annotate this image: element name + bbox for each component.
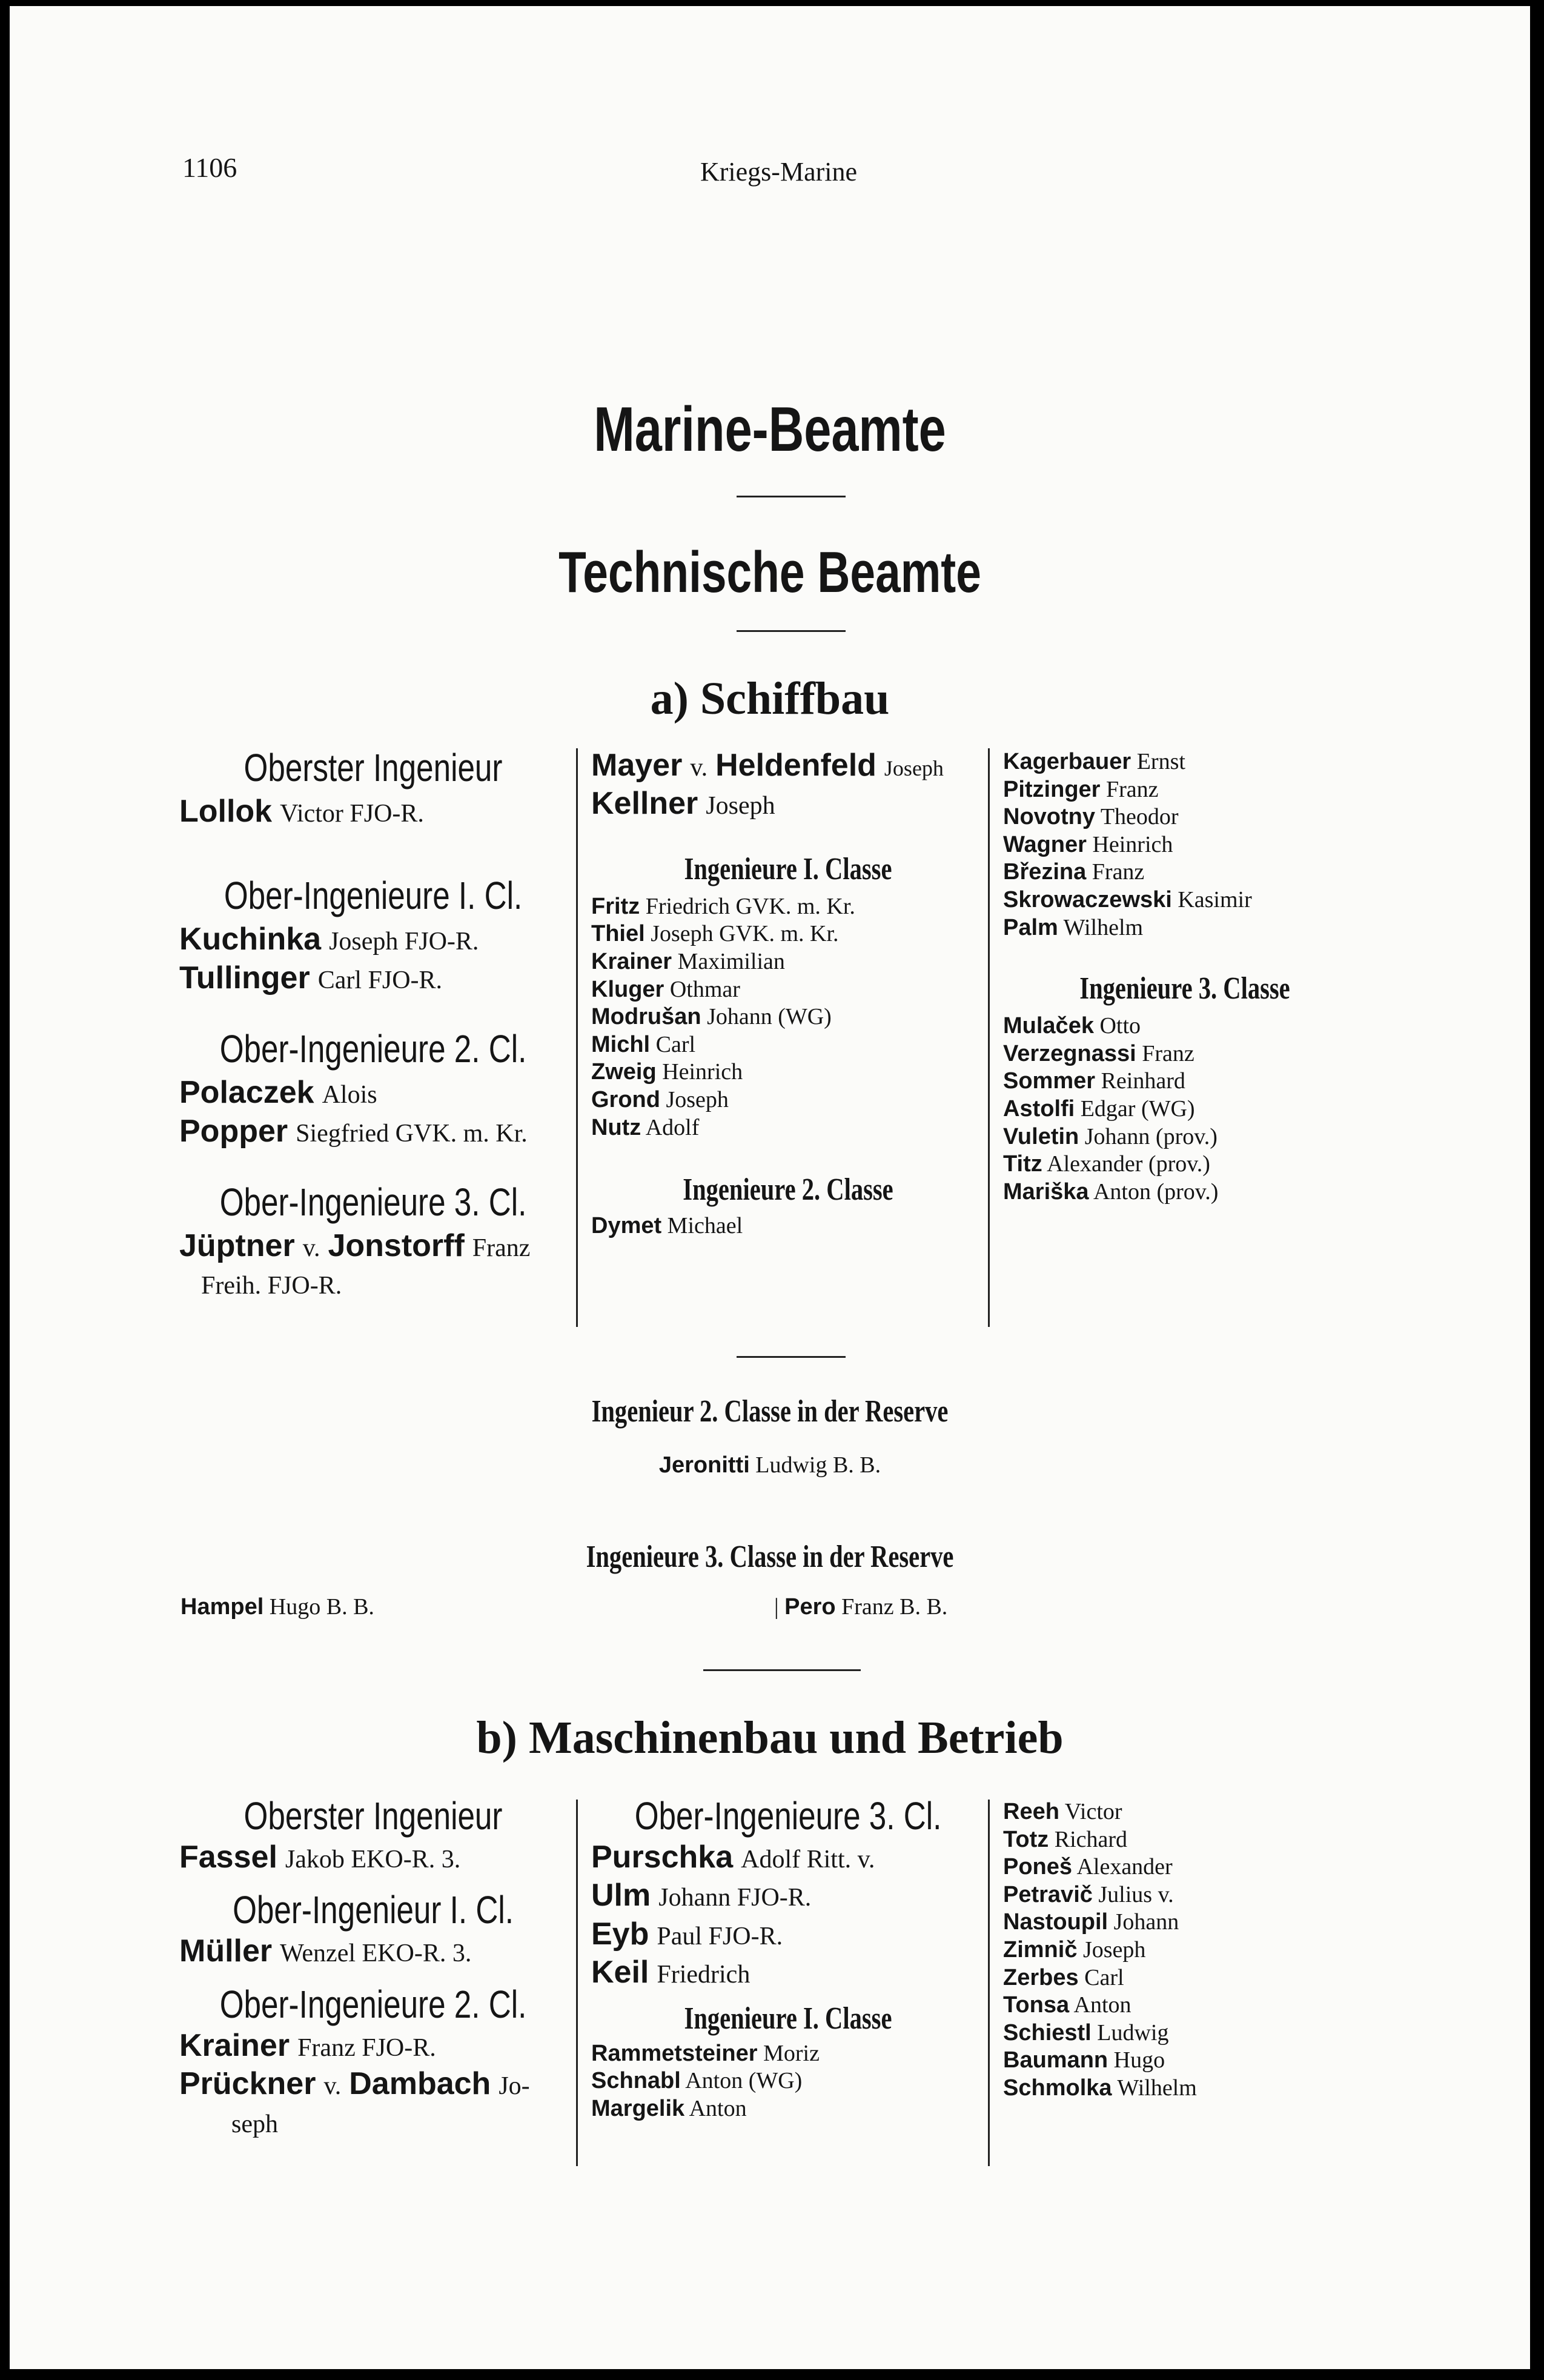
given-name: Theodor — [1100, 804, 1179, 830]
list-item — [1003, 2075, 1367, 2102]
surname: Tullinger — [179, 960, 310, 996]
list-item — [591, 1114, 985, 1142]
surname: Verzegnassi — [1003, 1040, 1136, 1066]
list-item — [774, 1594, 947, 1621]
rank-heading: Ingenieure 2. Classe — [683, 1172, 893, 1208]
list-item — [591, 976, 985, 1004]
page — [10, 6, 1530, 2369]
given-name: Anton — [1073, 1992, 1131, 2018]
list-item — [179, 2027, 567, 2065]
rank-heading: Ober-Ingenieure 3. Cl. — [219, 1180, 527, 1224]
surname: Nutz — [591, 1114, 641, 1140]
surname: Grond — [591, 1086, 660, 1112]
surname: Kluger — [591, 976, 664, 1002]
list-item — [1003, 914, 1367, 942]
list-item — [1003, 1936, 1367, 1964]
list-item — [591, 2040, 985, 2068]
surname: Sommer — [1003, 1068, 1096, 1094]
surname: Lollok — [179, 794, 273, 829]
given-name: Moriz — [763, 2040, 820, 2066]
list-item — [1003, 831, 1367, 859]
given-name: Johann FJO-R. — [658, 1884, 812, 1912]
section-title-maschinenbau: b) Maschinenbau und Betrieb — [476, 1712, 1064, 1763]
surname: Purschka — [591, 1840, 734, 1875]
given-name: Franz — [1142, 1040, 1194, 1066]
divider — [737, 630, 846, 632]
list-item — [179, 920, 567, 959]
given-name: Johann (prov.) — [1084, 1123, 1218, 1149]
list-item — [591, 1059, 985, 1086]
nobility-particle: v. — [323, 2072, 342, 2101]
list-item — [1003, 1151, 1367, 1178]
given-name: Joseph FJO-R. — [329, 928, 479, 956]
surname: Zerbes — [1003, 1964, 1079, 1990]
surname: Vuletin — [1003, 1123, 1079, 1149]
given-name: Friedrich — [657, 1961, 750, 1989]
surname: Thiel — [591, 921, 645, 947]
given-name: Carl — [1084, 1964, 1124, 1990]
surname: Nastoupil — [1003, 1909, 1108, 1935]
given-name: Otto — [1099, 1013, 1141, 1039]
given-name: Franz — [472, 1234, 531, 1262]
list-item — [1003, 1123, 1367, 1151]
given-name: Franz B. B. — [841, 1594, 948, 1620]
given-name: Ludwig — [1097, 2019, 1169, 2046]
rank-heading: Ingenieur 2. Classe in der Reserve — [591, 1394, 949, 1429]
column-divider — [988, 1800, 990, 2166]
given-name: Wilhelm — [1063, 914, 1144, 940]
surname: Petravič — [1003, 1881, 1093, 1907]
list-item — [1003, 803, 1367, 831]
given-name: Edgar (WG) — [1080, 1095, 1195, 1122]
surname: Schnabl — [591, 2068, 681, 2094]
surname: Krainer — [591, 948, 672, 974]
title-continuation: Freih. FJO-R. — [201, 1272, 342, 1300]
list-item — [591, 1212, 985, 1240]
surname: Reeh — [1003, 1799, 1059, 1824]
list-item — [1003, 1798, 1367, 1826]
list-item — [591, 1838, 985, 1876]
surname: Fassel — [179, 1840, 277, 1875]
rank-heading: Ober-Ingenieure I. Cl. — [224, 874, 523, 918]
list-item — [1003, 859, 1367, 886]
list-item — [1003, 1992, 1367, 2019]
given-name: Franz — [1105, 776, 1159, 802]
surname: Müller — [179, 1933, 273, 1969]
rank-heading: Ingenieure 3. Classe in der Reserve — [586, 1540, 954, 1574]
surname: Schmolka — [1003, 2075, 1112, 2101]
divider — [737, 1356, 846, 1358]
surname: Jüptner — [179, 1228, 295, 1263]
list-item — [1003, 1853, 1367, 1881]
list-item — [179, 793, 567, 831]
list-item — [1003, 1012, 1367, 1040]
schiffbau-column-1 — [179, 745, 567, 1303]
surname: Ulm — [591, 1878, 651, 1913]
list-item — [1003, 748, 1367, 776]
surname: Fritz — [591, 893, 640, 919]
rank-heading: Ober-Ingenieure 2. Cl. — [219, 1027, 527, 1071]
list-item — [1003, 1178, 1367, 1206]
rank-heading: Oberster Ingenieur — [244, 1794, 503, 1838]
list-item — [179, 1227, 567, 1265]
rank-heading: Ober-Ingenieure 2. Cl. — [219, 1982, 527, 2026]
surname: Tonsa — [1003, 1992, 1070, 2018]
list-item — [591, 1876, 985, 1915]
column-marker: | — [774, 1594, 779, 1620]
rank-heading: Ingenieure I. Classe — [684, 851, 892, 886]
rank-heading: Ingenieure I. Classe — [684, 2001, 892, 2036]
surname: Jeronitti — [658, 1452, 750, 1478]
given-name: Anton — [689, 2095, 747, 2121]
given-name: Heinrich — [1092, 831, 1173, 857]
page-number: 1106 — [182, 152, 237, 183]
column-divider — [988, 748, 990, 1327]
given-name: Adolf — [645, 1114, 700, 1140]
surname: Baumann — [1003, 2047, 1108, 2073]
section-title-schiffbau: a) Schiffbau — [650, 673, 890, 724]
given-name: Ludwig B. B. — [755, 1452, 881, 1478]
given-name: Anton (prov.) — [1093, 1178, 1219, 1205]
surname: Wagner — [1003, 831, 1087, 857]
list-item — [591, 1086, 985, 1114]
list-item — [179, 1932, 567, 1970]
list-item — [591, 2067, 985, 2095]
list-item — [591, 1031, 985, 1059]
given-name: Richard — [1054, 1826, 1128, 1852]
list-item — [1003, 1881, 1367, 1909]
given-name: Franz FJO-R. — [297, 2033, 436, 2062]
given-name: Reinhard — [1101, 1068, 1185, 1094]
surname: Michl — [591, 1031, 651, 1057]
surname: Mulaček — [1003, 1013, 1094, 1039]
column-divider — [576, 748, 578, 1327]
rank-heading: Ober-Ingenieure 3. Cl. — [634, 1794, 942, 1838]
surname: Krainer — [179, 2027, 290, 2063]
surname: Dymet — [591, 1213, 662, 1239]
surname: Kuchinka — [179, 922, 322, 957]
surname: Totz — [1003, 1826, 1049, 1852]
list-item — [591, 920, 985, 948]
surname: Heldenfeld — [715, 748, 876, 783]
given-name: Alexander — [1076, 1854, 1173, 1880]
surname: Schiestl — [1003, 2019, 1092, 2046]
surname: Mayer — [591, 748, 683, 783]
surname: Palm — [1003, 914, 1058, 940]
surname: Dambach — [349, 2066, 491, 2102]
list-item — [591, 1915, 985, 1953]
schiffbau-column-3 — [1003, 748, 1367, 1206]
surname: Polaczek — [179, 1075, 314, 1111]
given-name: Jakob EKO-R. 3. — [285, 1846, 461, 1873]
given-name: Maximilian — [677, 948, 785, 974]
given-name: Julius v. — [1098, 1881, 1174, 1907]
surname: Prückner — [179, 2066, 316, 2102]
given-name: Paul FJO-R. — [657, 1922, 783, 1950]
given-name: Heinrich — [662, 1059, 743, 1085]
maschinenbau-column-3 — [1003, 1798, 1367, 2102]
given-name: Jo- — [499, 2072, 530, 2101]
surname: Novotny — [1003, 804, 1095, 830]
surname: Kellner — [591, 786, 698, 822]
nobility-particle: v. — [690, 754, 708, 782]
given-name: Siegfried GVK. m. Kr. — [296, 1119, 528, 1148]
surname: Keil — [591, 1955, 649, 1990]
given-name: Franz — [1092, 859, 1145, 885]
given-name: Friedrich GVK. m. Kr. — [645, 893, 855, 919]
list-item — [591, 893, 985, 921]
given-name: Joseph — [884, 756, 944, 780]
surname: Pero — [784, 1594, 836, 1620]
surname: Margelik — [591, 2095, 685, 2121]
given-name: Wilhelm — [1117, 2075, 1197, 2101]
given-name: Joseph — [1082, 1936, 1146, 1963]
list-item — [1003, 2019, 1367, 2047]
maschinenbau-column-1 — [179, 1793, 567, 2141]
list-item — [1003, 2047, 1367, 2075]
surname: Březina — [1003, 859, 1087, 885]
list-item — [591, 785, 985, 823]
schiffbau-column-2 — [591, 746, 985, 1240]
given-name: Alois — [322, 1081, 377, 1109]
list-item — [179, 1838, 567, 1876]
surname: Zimnič — [1003, 1936, 1078, 1963]
surname: Titz — [1003, 1151, 1042, 1177]
given-name: Ernst — [1136, 749, 1185, 774]
column-divider — [576, 1800, 578, 2166]
list-item — [1003, 1095, 1367, 1123]
given-name: Anton (WG) — [685, 2068, 803, 2094]
list-item — [1003, 1040, 1367, 1068]
list-item — [591, 746, 985, 785]
divider — [703, 1669, 861, 1671]
rank-heading: Ober-Ingenieur I. Cl. — [233, 1888, 514, 1932]
list-item-continuation — [179, 1265, 567, 1303]
running-title: Kriegs-Marine — [700, 157, 858, 187]
list-item-continuation — [179, 2104, 567, 2141]
rank-heading: Oberster Ingenieur — [244, 746, 503, 789]
given-name: Carl FJO-R. — [317, 966, 443, 994]
list-item — [10, 1452, 1530, 1480]
surname: Popper — [179, 1113, 288, 1149]
surname: Astolfi — [1003, 1095, 1075, 1122]
surname: Kagerbauer — [1003, 749, 1131, 774]
surname: Skrowaczewski — [1003, 886, 1172, 912]
given-name: Hugo B. B. — [269, 1594, 374, 1620]
list-item — [1003, 886, 1367, 914]
surname: Rammetsteiner — [591, 2040, 758, 2066]
list-item — [181, 1594, 374, 1621]
rank-heading: Ingenieure 3. Classe — [1079, 971, 1290, 1006]
surname: Pitzinger — [1003, 776, 1101, 802]
surname: Zweig — [591, 1059, 657, 1085]
divider — [737, 496, 846, 497]
surname: Modrušan — [591, 1004, 701, 1030]
given-name: Joseph — [666, 1086, 729, 1112]
surname: Poneš — [1003, 1854, 1073, 1880]
list-item — [591, 1003, 985, 1031]
surname: Jonstorff — [328, 1228, 465, 1263]
given-name: Victor — [1064, 1799, 1122, 1824]
list-item — [179, 1112, 567, 1151]
given-name: Adolf Ritt. v. — [741, 1846, 875, 1873]
given-name: Johann — [1113, 1909, 1179, 1935]
given-name: Hugo — [1113, 2047, 1165, 2073]
surname: Mariška — [1003, 1178, 1089, 1205]
list-item — [1003, 1964, 1367, 1992]
given-name: Alexander (prov.) — [1047, 1151, 1210, 1177]
given-name: Victor FJO-R. — [280, 800, 424, 828]
given-name-continuation: seph — [231, 2110, 278, 2138]
given-name: Joseph GVK. m. Kr. — [651, 921, 839, 947]
list-item — [1003, 776, 1367, 804]
surname: Hampel — [181, 1594, 264, 1620]
list-item — [179, 2065, 567, 2103]
given-name: Johann (WG) — [707, 1004, 832, 1030]
maschinenbau-column-2 — [591, 1793, 985, 2122]
surname: Eyb — [591, 1916, 649, 1952]
list-item — [1003, 1826, 1367, 1854]
given-name: Carl — [655, 1031, 696, 1057]
given-name: Kasimir — [1178, 886, 1252, 912]
page-subtitle: Technische Beamte — [558, 540, 981, 605]
given-name: Joseph — [706, 792, 775, 820]
list-item — [591, 2095, 985, 2123]
list-item — [1003, 1068, 1367, 1095]
nobility-particle: v. — [302, 1234, 320, 1262]
list-item — [179, 1074, 567, 1112]
given-name: Othmar — [669, 976, 740, 1002]
given-name: Wenzel EKO-R. 3. — [280, 1940, 472, 1968]
list-item — [591, 948, 985, 976]
list-item — [1003, 1909, 1367, 1936]
list-item — [179, 959, 567, 997]
list-item — [591, 1953, 985, 1992]
page-title: Marine-Beamte — [594, 394, 946, 465]
given-name: Michael — [667, 1213, 743, 1239]
